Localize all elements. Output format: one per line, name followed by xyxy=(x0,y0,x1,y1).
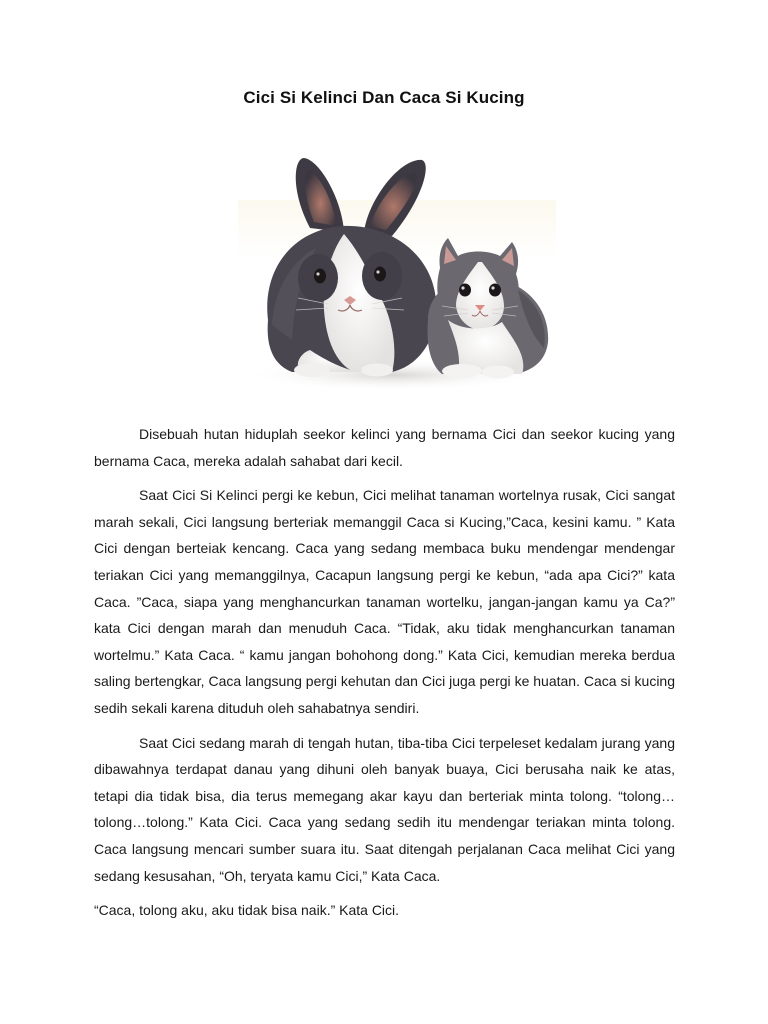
story-text xyxy=(94,421,675,932)
story-paragraph-1: Disebuah hutan hiduplah seekor kelinci yang bernama Cici dan seekor kucing yang bernama Caca, mereka adalah sahabat dari kecil. xyxy=(94,426,675,469)
page-title: Cici Si Kelinci Dan Caca Si Kucing xyxy=(243,88,525,107)
story-paragraph-4: “Caca, tolong aku, aku tidak bisa naik.” Kata Cici. xyxy=(94,902,400,919)
story-paragraph-3: Saat Cici sedang marah di tengah hutan, tiba-tiba Cici terpeleset kedalam jurang yang dibawahnya terdapat danau yang dihuni oleh banyak buaya, Cici berusaha naik ke atas, tetapi dia tidak bisa, dia terus memegang akar kayu dan berteriak minta tolong. “tolong…tolong…tolong.” Kata Cici. Caca yang sedang sedih itu mendengar teriakan minta tolong. Caca langsung mencari sumber suara itu. Saat ditengah perjalanan Caca melihat Cici yang sedang kesusahan, “Oh, teryata kamu Cici,” Kata Caca. xyxy=(94,734,675,884)
story-paragraph-2: Saat Cici Si Kelinci pergi ke kebun, Cici melihat tanaman wortelnya rusak, Cici sangat marah sekali, Cici langsung berteriak memanggil Caca si Kucing,”Caca, kesini kamu. ” Kata Cici dengan berteiak kencang. Caca yang sedang membaca buku mendengar mendengar teriakan Cici yang memanggilnya, Cacapun langsung pergi ke kebun, “ada apa Cici?” kata Caca. ”Caca, siapa yang menghancurkan tanaman wortelku, jangan-jangan kamu ya Ca?” kata Cici dengan marah dan menuduh Caca. “Tidak, aku tidak menghancurkan tanaman wortelmu.” Kata Caca. “ kamu jangan bohohong dong.” Kata Cici, kemudian mereka berdua saling bertengkar, Caca langsung pergi kehutan dan Cici juga pergi ke huatan. Caca si kucing sedih sekali karena dituduh oleh sahabatnya sendiri. xyxy=(94,487,675,716)
rabbit-and-cat-photo xyxy=(232,150,562,395)
